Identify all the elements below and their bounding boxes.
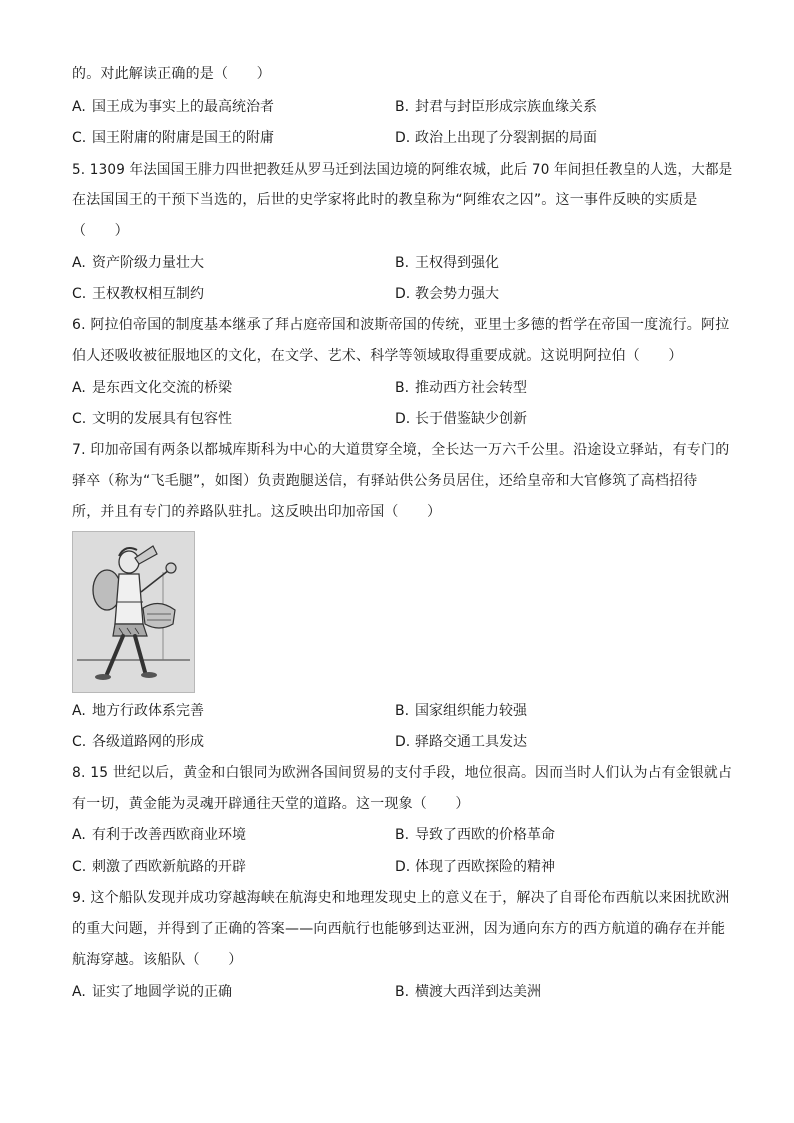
q6-option-b: B. 推动西方社会转型 <box>395 380 527 396</box>
q7-option-a: A. 地方行政体系完善 <box>72 703 204 719</box>
q5-stem-line-1: 5. 1309 年法国国王腓力四世把教廷从罗马迁到法国边境的阿维农城，此后 70 年间担任教皇的人选，大都是 <box>72 162 733 178</box>
q7-option-d: D. 驿路交通工具发达 <box>395 734 527 750</box>
q8-option-c: C. 刺激了西欧新航路的开辟 <box>72 859 246 875</box>
q5-option-d: D. 教会势力强大 <box>395 286 499 302</box>
q7-option-b: B. 国家组织能力较强 <box>395 703 527 719</box>
q6-option-a: A. 是东西文化交流的桥梁 <box>72 380 232 396</box>
q7-stem-line-3: 所，并且有专门的养路队驻扎。这反映出印加帝国（ ） <box>72 504 442 520</box>
q8-option-d: D. 体现了西欧探险的精神 <box>395 859 555 875</box>
q9-option-b: B. 横渡大西洋到达美洲 <box>395 984 541 1000</box>
q9-stem-line-1: 9. 这个船队发现并成功穿越海峡在航海史和地理发现史上的意义在于，解决了自哥伦布西航以来困扰欧洲 <box>72 890 730 906</box>
q9-option-a: A. 证实了地圆学说的正确 <box>72 984 232 1000</box>
q5-option-a: A. 资产阶级力量壮大 <box>72 255 204 271</box>
q7-stem-line-1: 7. 印加帝国有两条以都城库斯科为中心的大道贯穿全境，全长达一万六千公里。沿途设立驿站，有专门的 <box>72 442 730 458</box>
q8-option-b: B. 导致了西欧的价格革命 <box>395 827 555 843</box>
q6-option-d: D. 长于借鉴缺少创新 <box>395 411 527 427</box>
q4-option-d: D. 政治上出现了分裂割据的局面 <box>395 130 597 146</box>
q8-option-a: A. 有利于改善西欧商业环境 <box>72 827 246 843</box>
q4-option-a: A. 国王成为事实上的最高统治者 <box>72 99 274 115</box>
q6-stem-line-2: 伯人还吸收被征服地区的文化，在文学、艺术、科学等领域取得重要成就。这说明阿拉伯（ ） <box>72 348 683 364</box>
q4-option-c: C. 国王附庸的附庸是国王的附庸 <box>72 130 274 146</box>
inca-messenger-illustration <box>72 531 195 693</box>
q5-stem-line-2: 在法国国王的干预下当选的，后世的史学家将此时的教皇称为“阿维农之囚”。这一事件反映的实质是 <box>72 192 698 208</box>
inca-messenger-icon <box>73 532 194 692</box>
q4-stem: 的。对此解读正确的是（ ） <box>72 66 271 82</box>
q7-option-c: C. 各级道路网的形成 <box>72 734 204 750</box>
q8-stem-line-1: 8. 15 世纪以后，黄金和白银同为欧洲各国间贸易的支付手段，地位很高。因而当时人们认为占有金银就占 <box>72 765 733 781</box>
q9-stem-line-2: 的重大问题，并得到了正确的答案——向西航行也能够到达亚洲，因为通向东方的西方航道的确存在并能 <box>72 921 726 937</box>
q5-option-c: C. 王权教权相互制约 <box>72 286 204 302</box>
q9-stem-line-3: 航海穿越。该船队（ ） <box>72 952 243 968</box>
q6-option-c: C. 文明的发展具有包容性 <box>72 411 232 427</box>
q7-stem-line-2: 驿卒（称为“飞毛腿”，如图）负责跑腿送信，有驿站供公务员居住，还给皇帝和大官修筑了高档招待 <box>72 473 698 489</box>
q5-option-b: B. 王权得到强化 <box>395 255 499 271</box>
q6-stem-line-1: 6. 阿拉伯帝国的制度基本继承了拜占庭帝国和波斯帝国的传统，亚里士多德的哲学在帝国一度流行。阿拉 <box>72 317 730 333</box>
q8-stem-line-2: 有一切，黄金能为灵魂开辟通往天堂的道路。这一现象（ ） <box>72 796 470 812</box>
q4-option-b: B. 封君与封臣形成宗族血缘关系 <box>395 99 597 115</box>
q5-stem-line-3: （ ） <box>72 223 129 239</box>
